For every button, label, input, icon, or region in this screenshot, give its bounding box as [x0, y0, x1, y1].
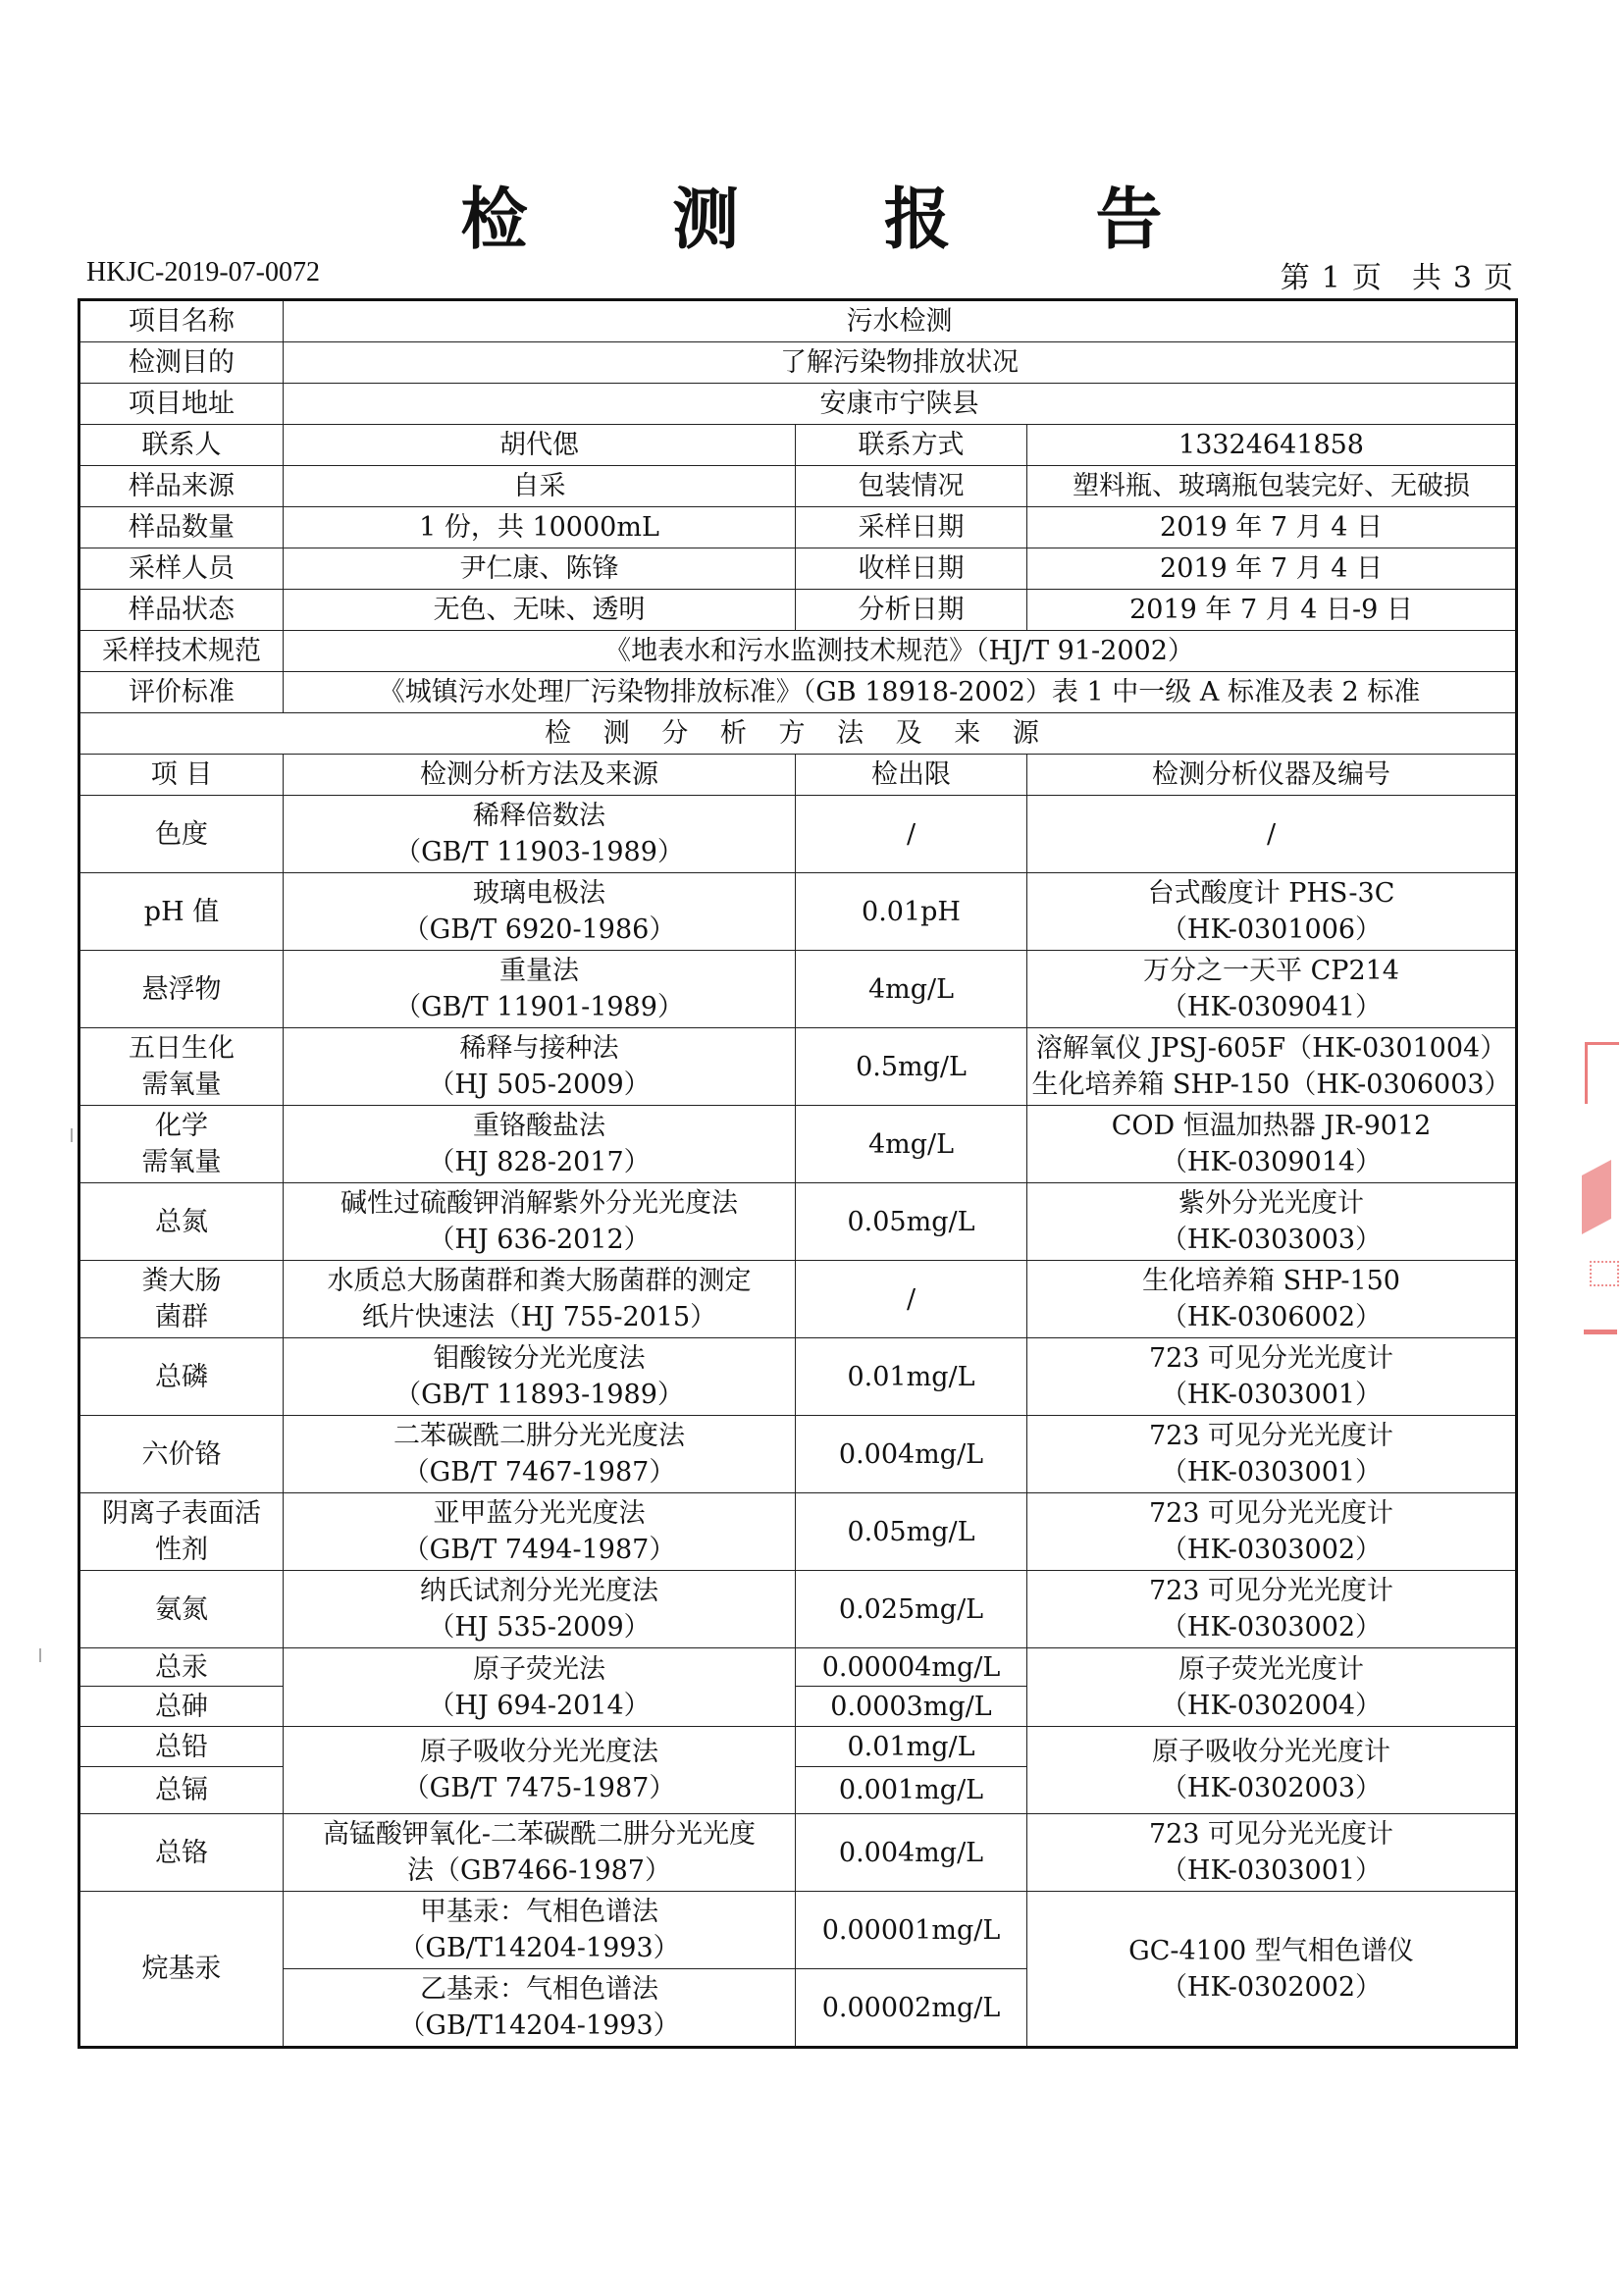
info-row-spec	[79, 631, 1517, 672]
label-cell: 采样人员	[79, 548, 284, 590]
method-cell	[284, 1338, 796, 1416]
section-heading: 检 测 分 析 方 法 及 来 源	[79, 713, 1517, 755]
method-name: 重铬酸盐法	[473, 1111, 605, 1141]
method-source: （GB/T 7494-1987）	[402, 1535, 676, 1565]
info-row-project-name	[79, 300, 1517, 342]
instrument-name: GC-4100 型气相色谱仪	[1128, 1935, 1414, 1966]
value-cell: 自采	[284, 466, 796, 507]
method-name: 纳氏试剂分光光度法	[420, 1576, 658, 1606]
method-source: （HJ 505-2009）	[428, 1070, 651, 1100]
method-cell	[284, 951, 796, 1028]
instrument-id: （HK-0303002）	[1160, 1612, 1383, 1643]
method-row	[79, 796, 1517, 873]
page-total: 3	[1452, 261, 1472, 295]
limit-cell: 4mg/L	[796, 1106, 1027, 1183]
scan-mark	[39, 1648, 47, 1662]
col-header-instrument: 检测分析仪器及编号	[1027, 755, 1517, 796]
item-line: 需氧量	[141, 1070, 222, 1100]
item-cell: 总氮	[79, 1183, 284, 1261]
instrument-cell	[1027, 1416, 1517, 1493]
instrument-id: （HK-0306002）	[1160, 1302, 1383, 1332]
method-row-methylmercury	[79, 1892, 1517, 1969]
limit-cell: 0.00002mg/L	[796, 1969, 1027, 2048]
method-name: 稀释倍数法	[473, 801, 605, 831]
instrument-id: （HK-0303001）	[1160, 1855, 1383, 1886]
col-header-limit: 检出限	[796, 755, 1027, 796]
value-cell: 胡代偲	[284, 425, 796, 466]
method-cell	[284, 1106, 796, 1183]
method-cell	[284, 1969, 796, 2048]
instrument-name: 生化培养箱 SHP-150（HK-0306003）	[1031, 1070, 1511, 1100]
limit-cell: 0.05mg/L	[796, 1493, 1027, 1571]
instrument-name: 723 可见分光光度计	[1148, 1819, 1394, 1850]
instrument-cell: /	[1027, 796, 1517, 873]
item-cell	[79, 1028, 284, 1106]
method-row	[79, 1416, 1517, 1493]
instrument-id: （HK-0303001）	[1160, 1380, 1383, 1410]
value-cell: 了解污染物排放状况	[284, 342, 1517, 384]
value-cell: 《地表水和污水监测技术规范》（HJ/T 91-2002）	[284, 631, 1517, 672]
item-line: 性剂	[155, 1535, 208, 1565]
method-source: （GB/T14204-1993）	[398, 2010, 680, 2041]
item-cell: 总镉	[79, 1767, 284, 1814]
instrument-cell	[1027, 1727, 1517, 1814]
report-number: HKJC-2019-07-0072	[86, 257, 320, 287]
method-name: 钼酸铵分光光度法	[433, 1343, 646, 1374]
info-row-contact	[79, 425, 1517, 466]
method-source: （GB/T 7467-1987）	[402, 1457, 676, 1487]
method-row-pb	[79, 1727, 1517, 1767]
info-row-address	[79, 384, 1517, 425]
info-row-state	[79, 590, 1517, 631]
method-source: （GB/T 11903-1989）	[394, 837, 684, 867]
method-source: （HJ 694-2014）	[428, 1690, 651, 1721]
value-cell: 塑料瓶、玻璃瓶包装完好、无破损	[1027, 466, 1517, 507]
method-source: （GB/T 7475-1987）	[402, 1773, 676, 1803]
instrument-cell	[1027, 873, 1517, 951]
method-row	[79, 1106, 1517, 1183]
limit-cell: 0.01mg/L	[796, 1727, 1027, 1767]
info-row-quantity	[79, 507, 1517, 548]
instrument-cell	[1027, 1571, 1517, 1648]
method-name: 二苯碳酰二肼分光光度法	[393, 1421, 685, 1451]
item-cell: 烷基汞	[79, 1892, 284, 2048]
limit-cell: 0.004mg/L	[796, 1416, 1027, 1493]
method-name: 玻璃电极法	[473, 878, 605, 909]
item-cell: 悬浮物	[79, 951, 284, 1028]
method-name: 重量法	[499, 956, 579, 986]
item-cell: pH 值	[79, 873, 284, 951]
item-cell	[79, 1106, 284, 1183]
method-row	[79, 873, 1517, 951]
instrument-name: 紫外分光光度计	[1178, 1188, 1364, 1219]
method-row	[79, 1183, 1517, 1261]
column-header-row	[79, 755, 1517, 796]
label-cell: 样品数量	[79, 507, 284, 548]
method-row	[79, 1338, 1517, 1416]
method-source: 法（GB7466-1987）	[407, 1855, 671, 1886]
instrument-cell	[1027, 1493, 1517, 1571]
method-name: 高锰酸钾氧化-二苯碳酰二肼分光光度	[322, 1819, 757, 1850]
method-row	[79, 951, 1517, 1028]
method-row	[79, 1028, 1517, 1106]
item-cell	[79, 1493, 284, 1571]
item-line: 菌群	[155, 1302, 208, 1332]
item-cell: 总汞	[79, 1648, 284, 1687]
page-prefix: 第	[1280, 261, 1310, 295]
page-mid: 页	[1351, 261, 1382, 295]
method-source: （HJ 828-2017）	[428, 1147, 651, 1177]
value-cell: 污水检测	[284, 300, 1517, 342]
instrument-name: COD 恒温加热器 JR-9012	[1111, 1111, 1432, 1141]
limit-cell: /	[796, 796, 1027, 873]
instrument-cell	[1027, 1338, 1517, 1416]
method-row-cr	[79, 1814, 1517, 1892]
instrument-cell	[1027, 1814, 1517, 1892]
item-cell	[79, 1261, 284, 1338]
item-cell: 总铅	[79, 1727, 284, 1767]
instrument-name: 723 可见分光光度计	[1148, 1498, 1394, 1529]
instrument-id: （HK-0309041）	[1160, 992, 1383, 1022]
info-row-standard	[79, 672, 1517, 713]
method-source: （HJ 535-2009）	[428, 1612, 651, 1643]
limit-cell: 0.004mg/L	[796, 1814, 1027, 1892]
method-cell	[284, 1648, 796, 1727]
method-row	[79, 1493, 1517, 1571]
method-cell	[284, 873, 796, 951]
item-line: 阴离子表面活	[102, 1498, 261, 1529]
limit-cell: 0.00001mg/L	[796, 1892, 1027, 1969]
instrument-cell	[1027, 1892, 1517, 2048]
limit-cell: 0.01pH	[796, 873, 1027, 951]
method-name: 原子荧光法	[473, 1653, 605, 1685]
instrument-name: 生化培养箱 SHP-150	[1142, 1266, 1400, 1296]
label-cell: 联系方式	[796, 425, 1027, 466]
instrument-name: 723 可见分光光度计	[1148, 1576, 1394, 1606]
item-line: 化学	[155, 1111, 208, 1141]
seal-fragment	[1584, 1330, 1617, 1334]
label-cell: 采样日期	[796, 507, 1027, 548]
method-cell	[284, 1416, 796, 1493]
instrument-id: （HK-0309014）	[1160, 1147, 1383, 1177]
value-cell: 2019 年 7 月 4 日-9 日	[1027, 590, 1517, 631]
item-line: 粪大肠	[141, 1266, 222, 1296]
item-cell: 总砷	[79, 1687, 284, 1727]
instrument-name: 溶解氧仪 JPSJ-605F（HK-0301004）	[1035, 1033, 1507, 1064]
instrument-id: （HK-0302002）	[1160, 1971, 1383, 2003]
item-cell: 总磷	[79, 1338, 284, 1416]
item-line: 五日生化	[129, 1033, 235, 1064]
label-cell: 包装情况	[796, 466, 1027, 507]
method-source: 纸片快速法（HJ 755-2015）	[361, 1302, 717, 1332]
label-cell: 样品来源	[79, 466, 284, 507]
method-cell	[284, 1814, 796, 1892]
page-total-prefix: 共	[1411, 261, 1441, 295]
label-cell: 收样日期	[796, 548, 1027, 590]
value-cell: 尹仁康、陈锋	[284, 548, 796, 590]
instrument-id: （HK-0302004）	[1160, 1690, 1383, 1721]
page-indicator	[1275, 253, 1519, 296]
info-row-sampler	[79, 548, 1517, 590]
instrument-cell	[1027, 1183, 1517, 1261]
limit-cell: 0.025mg/L	[796, 1571, 1027, 1648]
method-cell	[284, 1727, 796, 1814]
method-name: 水质总大肠菌群和粪大肠菌群的测定	[327, 1266, 752, 1296]
seal-fragment	[1585, 1042, 1619, 1104]
method-row-hg	[79, 1648, 1517, 1687]
limit-cell: 0.001mg/L	[796, 1767, 1027, 1814]
limit-cell: 0.01mg/L	[796, 1338, 1027, 1416]
item-cell: 六价铬	[79, 1416, 284, 1493]
value-cell: 1 份，共 10000mL	[284, 507, 796, 548]
limit-cell: 0.5mg/L	[796, 1028, 1027, 1106]
method-source: （HJ 636-2012）	[428, 1225, 651, 1255]
method-source: （GB/T14204-1993）	[398, 1933, 680, 1963]
seal-fragment	[1582, 1160, 1611, 1234]
instrument-cell	[1027, 951, 1517, 1028]
label-cell: 联系人	[79, 425, 284, 466]
value-cell: 13324641858	[1027, 425, 1517, 466]
instrument-cell	[1027, 1028, 1517, 1106]
item-cell: 氨氮	[79, 1571, 284, 1648]
method-name: 原子吸收分光光度法	[420, 1737, 658, 1767]
info-row-purpose	[79, 342, 1517, 384]
instrument-id: （HK-0303001）	[1160, 1457, 1383, 1487]
method-cell	[284, 1571, 796, 1648]
col-header-item: 项 目	[79, 755, 284, 796]
report-table	[78, 298, 1518, 2049]
value-cell: 2019 年 7 月 4 日	[1027, 507, 1517, 548]
limit-cell: 0.05mg/L	[796, 1183, 1027, 1261]
info-row-source	[79, 466, 1517, 507]
method-name: 稀释与接种法	[459, 1033, 619, 1064]
value-cell: 2019 年 7 月 4 日	[1027, 548, 1517, 590]
label-cell: 检测目的	[79, 342, 284, 384]
label-cell: 项目地址	[79, 384, 284, 425]
method-cell	[284, 1493, 796, 1571]
scan-mark	[71, 1128, 79, 1142]
instrument-id: （HK-0303002）	[1160, 1535, 1383, 1565]
method-name: 碱性过硫酸钾消解紫外分光光度法	[340, 1188, 738, 1219]
label-cell: 样品状态	[79, 590, 284, 631]
method-cell	[284, 1028, 796, 1106]
label-cell: 评价标准	[79, 672, 284, 713]
value-cell: 安康市宁陕县	[284, 384, 1517, 425]
instrument-id: （HK-0303003）	[1160, 1225, 1383, 1255]
method-name: 亚甲蓝分光光度法	[433, 1498, 646, 1529]
instrument-name: 723 可见分光光度计	[1148, 1343, 1394, 1374]
instrument-name: 原子荧光光度计	[1178, 1653, 1364, 1685]
instrument-cell	[1027, 1106, 1517, 1183]
method-row	[79, 1261, 1517, 1338]
limit-cell: 0.00004mg/L	[796, 1648, 1027, 1687]
item-cell: 总铬	[79, 1814, 284, 1892]
page-suffix: 页	[1484, 261, 1513, 295]
value-cell: 《城镇污水处理厂污染物排放标准》（GB 18918-2002）表 1 中一级 A 标准及表 2 标准	[284, 672, 1517, 713]
instrument-cell	[1027, 1261, 1517, 1338]
method-source: （GB/T 11901-1989）	[394, 992, 684, 1022]
seal-fragment	[1590, 1261, 1619, 1286]
method-cell	[284, 1261, 796, 1338]
instrument-name: 台式酸度计 PHS-3C	[1147, 878, 1395, 909]
instrument-cell	[1027, 1648, 1517, 1727]
instrument-name: 723 可见分光光度计	[1148, 1421, 1394, 1451]
label-cell: 采样技术规范	[79, 631, 284, 672]
item-cell: 色度	[79, 796, 284, 873]
method-name: 乙基汞：气相色谱法	[420, 1974, 658, 2005]
method-cell	[284, 1892, 796, 1969]
instrument-name: 万分之一天平 CP214	[1143, 956, 1399, 986]
method-cell	[284, 1183, 796, 1261]
limit-cell: 0.0003mg/L	[796, 1687, 1027, 1727]
instrument-name: 原子吸收分光光度计	[1152, 1737, 1390, 1767]
method-source: （GB/T 6920-1986）	[402, 914, 676, 945]
method-cell	[284, 796, 796, 873]
limit-cell: /	[796, 1261, 1027, 1338]
method-row	[79, 1571, 1517, 1648]
page-current: 1	[1321, 261, 1340, 295]
item-line: 需氧量	[141, 1147, 222, 1177]
col-header-method: 检测分析方法及来源	[284, 755, 796, 796]
value-cell: 无色、无味、透明	[284, 590, 796, 631]
instrument-id: （HK-0302003）	[1160, 1773, 1383, 1803]
section-heading-row	[79, 713, 1517, 755]
report-title: 检 测 报 告	[460, 181, 1224, 259]
label-cell: 项目名称	[79, 300, 284, 342]
instrument-id: （HK-0301006）	[1160, 914, 1383, 945]
limit-cell: 4mg/L	[796, 951, 1027, 1028]
method-source: （GB/T 11893-1989）	[394, 1380, 684, 1410]
label-cell: 分析日期	[796, 590, 1027, 631]
method-name: 甲基汞：气相色谱法	[420, 1897, 658, 1927]
